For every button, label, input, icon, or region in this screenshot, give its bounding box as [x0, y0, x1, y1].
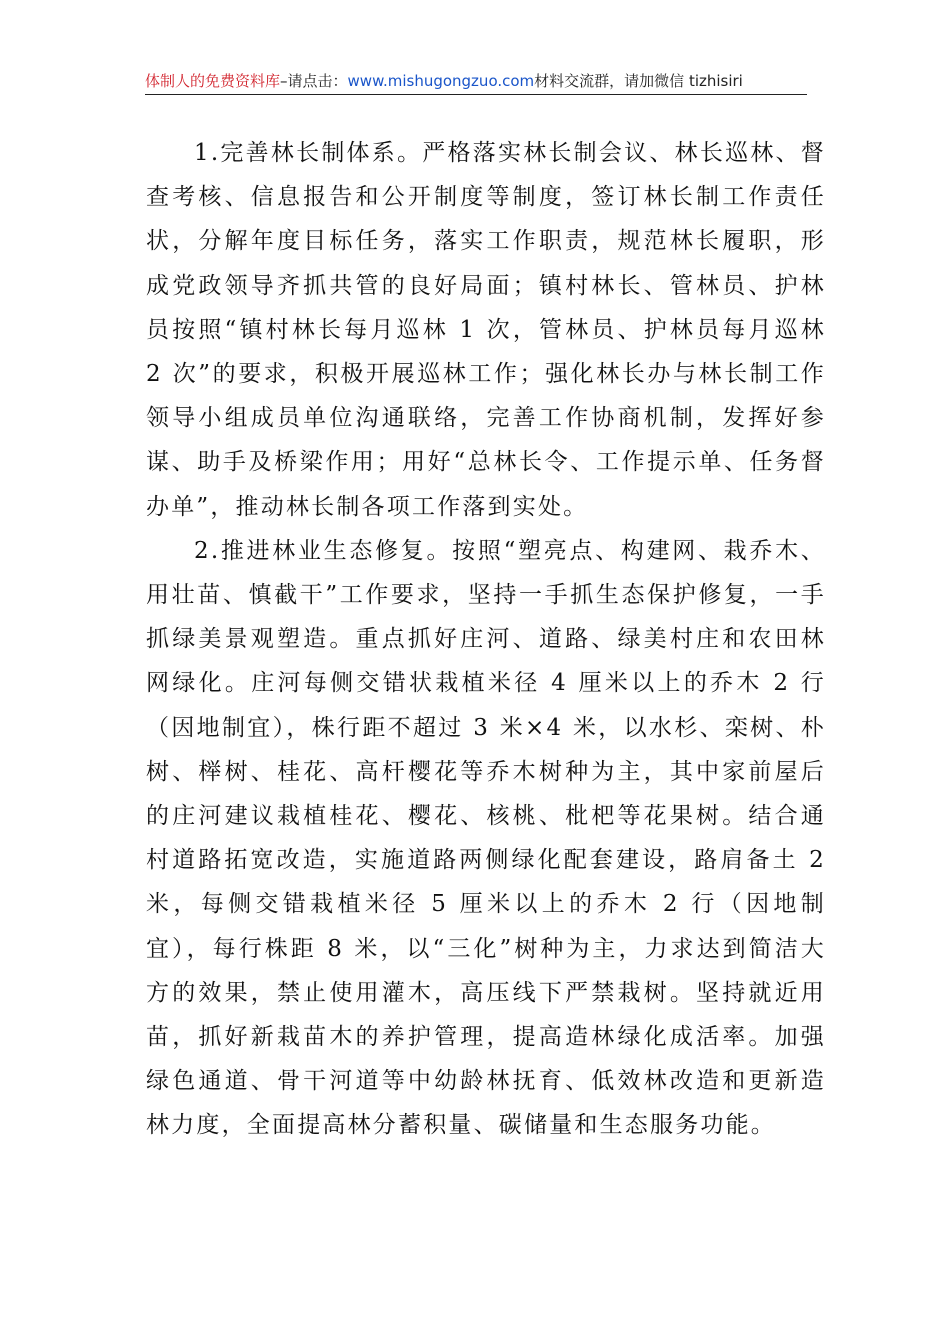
paragraph-forest-chief-system: 1.完善林长制体系。严格落实林长制会议、林长巡林、督查考核、信息报告和公开制度等制度，签订林长制工作责任状，分解年度目标任务，落实工作职责，规范林长履职，形成党政领导齐抓共管的良好局面；镇村林长、管林员、护林员按照“镇村林长每月巡林 1 次，管林员、护林员每月巡林 2 次”的要求，积极开展巡林工作；强化林长办与林长制工作领导小组成员单位沟通联络，完善工作协商机制，发挥好参谋、助手及桥梁作用；用好“总林长令、工作提示单、任务督办单”，推动林长制各项工作落到实处。 — [146, 140, 826, 520]
page-header — [145, 70, 807, 95]
header-prompt: –请点击： — [280, 72, 348, 90]
header-contact-note: 材料交流群，请加微信 tizhisiri — [534, 72, 743, 90]
paragraph-ecological-restoration: 2.推进林业生态修复。按照“塑亮点、构建网、栽乔木、用壮苗、慎截干”工作要求，坚持一手抓生态保护修复，一手抓绿美景观塑造。重点抓好庄河、道路、绿美村庄和农田林网绿化。庄河每侧交错状栽植米径 4 厘米以上的乔木 2 行（因地制宜），株行距不超过 3 米×4 米，以水杉、栾树、朴树、榉树、桂花、高杆樱花等乔木树种为主，其中家前屋后的庄河建议栽植桂花、樱花、核桃、枇杷等花果树。结合通村道路拓宽改造，实施道路两侧绿化配套建设，路肩备土 2 米，每侧交错栽植米径 5 厘米以上的乔木 2 行（因地制宜），每行株距 8 米，以“三化”树种为主，力求达到简洁大方的效果，禁止使用灌木，高压线下严禁栽树。坚持就近用苗，抓好新栽苗木的养护管理，提高造林绿化成活率。加强绿色通道、骨干河道等中幼龄林抚育、低效林改造和更新造林力度，全面提高林分蓄积量、碳储量和生态服务功能。 — [146, 537, 826, 1139]
header-website-link[interactable]: www.mishugongzuo.com — [347, 72, 535, 90]
header-brand: 体制人的免费资料库 — [145, 72, 281, 90]
document-body — [146, 131, 826, 1148]
